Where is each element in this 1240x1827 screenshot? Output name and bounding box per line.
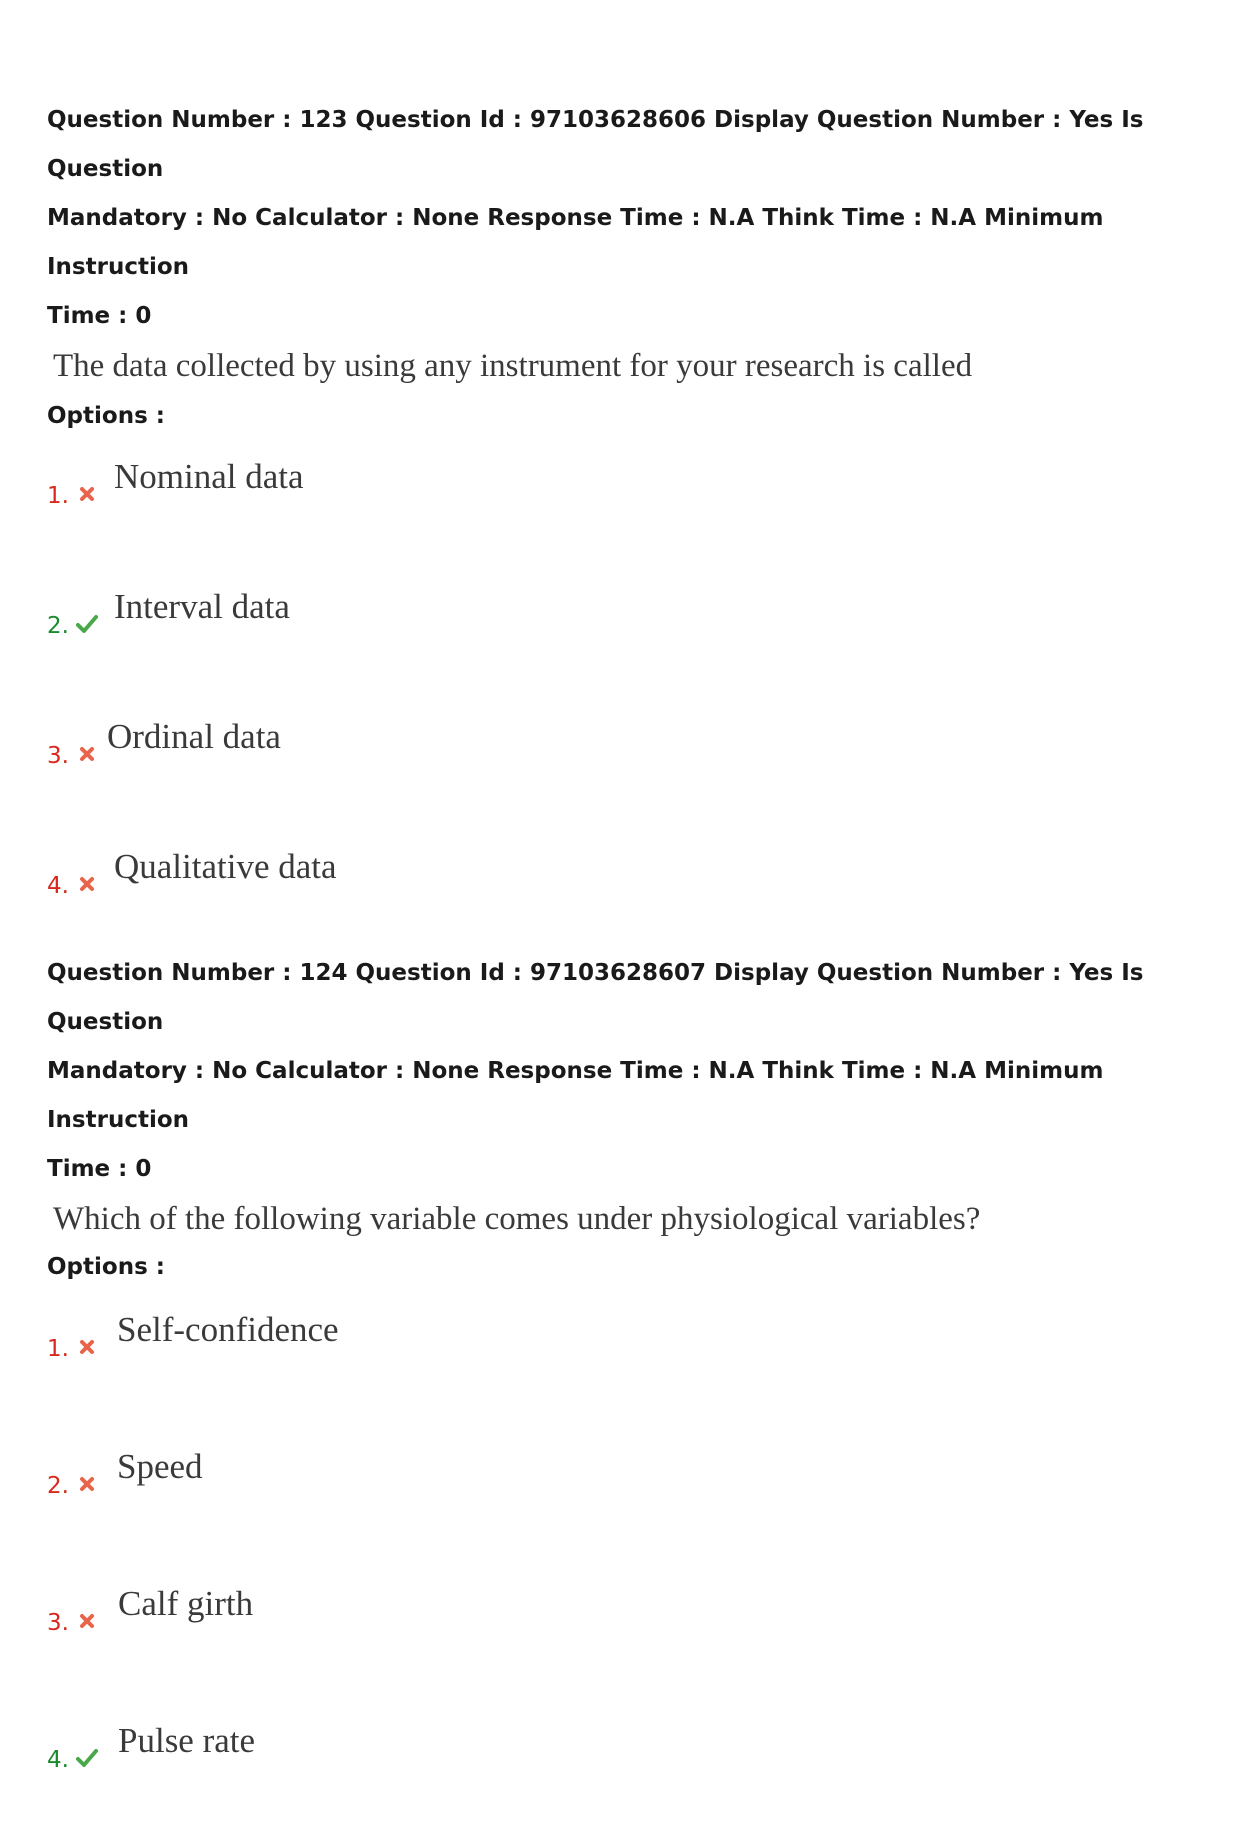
options-label: Options :	[47, 1254, 165, 1280]
question-meta-line3: Time : 0	[47, 1156, 152, 1182]
cross-icon	[74, 871, 100, 897]
option-number: 1.	[47, 1336, 69, 1362]
option-number: 3.	[47, 1610, 69, 1636]
cross-icon	[74, 481, 100, 507]
cross-icon	[74, 741, 100, 767]
check-icon	[74, 611, 100, 637]
option-text: Qualitative data	[114, 847, 337, 886]
question-meta-line1: Question Number : 123 Question Id : 97103628606 Display Question Number : Yes Is Question	[47, 107, 1144, 182]
option-number: 1.	[47, 483, 69, 509]
option-list	[47, 453, 1207, 973]
check-icon	[74, 1745, 100, 1771]
option-text: Interval data	[114, 587, 290, 626]
question-text: The data collected by using any instrument for your research is called	[53, 348, 973, 384]
option-number: 2.	[47, 1473, 69, 1499]
option-2	[47, 1443, 1207, 1580]
option-1	[47, 453, 1207, 583]
option-number: 4.	[47, 873, 69, 899]
cross-icon	[74, 1471, 100, 1497]
option-number: 3.	[47, 743, 69, 769]
option-text: Ordinal data	[107, 717, 281, 756]
option-2	[47, 583, 1207, 713]
question-meta-line2: Mandatory : No Calculator : None Response Time : N.A Think Time : N.A Minimum Instruction	[47, 1058, 1104, 1133]
option-4	[47, 1717, 1207, 1827]
option-number: 4.	[47, 1747, 69, 1773]
question-meta-line3: Time : 0	[47, 303, 152, 329]
option-1	[47, 1306, 1207, 1443]
question-meta-line1: Question Number : 124 Question Id : 97103628607 Display Question Number : Yes Is Question	[47, 960, 1144, 1035]
option-text: Self-confidence	[117, 1310, 339, 1349]
question-block-124	[47, 949, 1207, 1827]
question-meta-line2: Mandatory : No Calculator : None Response Time : N.A Think Time : N.A Minimum Instruction	[47, 205, 1104, 280]
option-list	[47, 1306, 1207, 1827]
option-text: Calf girth	[118, 1584, 254, 1623]
cross-icon	[74, 1334, 100, 1360]
options-label: Options :	[47, 403, 165, 429]
cross-icon	[74, 1608, 100, 1634]
option-text: Pulse rate	[118, 1721, 256, 1760]
option-3	[47, 1580, 1207, 1717]
question-text: Which of the following variable comes under physiological variables?	[53, 1201, 981, 1237]
option-number: 2.	[47, 613, 69, 639]
question-block-123	[47, 96, 1207, 973]
option-text: Speed	[117, 1447, 203, 1486]
option-text: Nominal data	[114, 457, 304, 496]
option-3	[47, 713, 1207, 843]
